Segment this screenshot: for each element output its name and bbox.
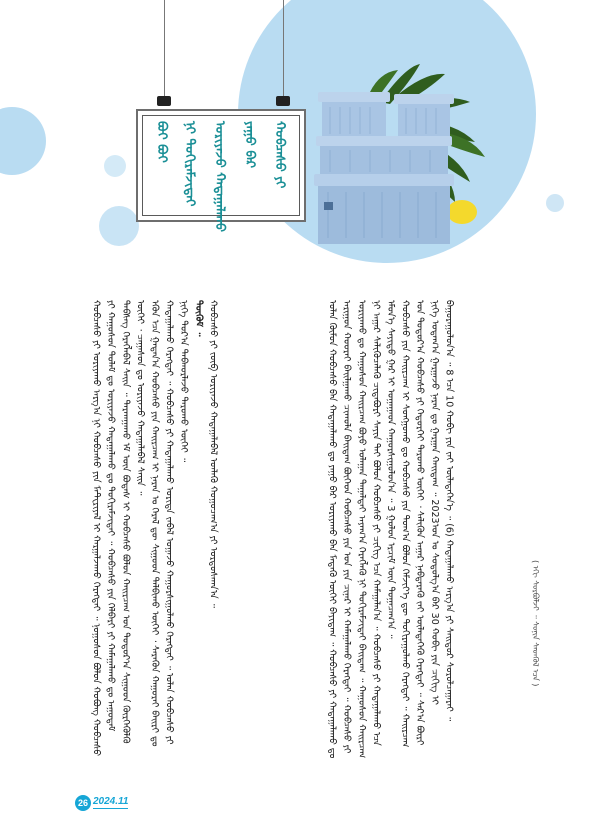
- binder-clip-left-icon: [157, 96, 171, 106]
- right-text-block: [324, 300, 524, 760]
- title-line-2: ᠶᠠᠭᠤ ᠪᠡᠷ: [242, 121, 257, 169]
- conclusion-label: ᠳᠦᠭᠦᠮ ᠃: [192, 300, 204, 337]
- hanger-string-left: [164, 0, 165, 97]
- binder-clip-right-icon: [276, 96, 290, 106]
- left-text-block: [88, 300, 314, 760]
- right-paragraph-1: ᠣᠯᠠᠨ ᠬᠦᠮᠦᠨ ᠬᠤᠪᠴᠠᠰᠤ ᠪᠠᠨ ᠬᠠᠳᠠᠭᠠᠯᠠᠬᠤ ᠳᠤ ᠶᠠᠭᠤ ᠪᠡᠷ ᠣᠷᠢᠶᠠᠬᠤ ᠪᠠᠨ ᠮᠡᠳᠡᠬᠦ ᠦᠭᠡᠢ ᠪᠠᠶᠢᠳᠠᠭ ᠃ ᠬᠤᠪᠴᠠᠰᠤ ᠶᠢ ᠬᠠᠳᠠᠭᠠᠯᠠᠬᠤ ᠳᠤ ᠠᠷᠢᠭᠤᠨ ᠬᠤᠤᠷᠠᠢ ᠪᠠᠢᠯᠭᠠᠬᠤ ᠴᠢᠬᠤᠯᠠ ᠪᠠᠢᠳᠠᠭ ᠪᠥᠭᠡᠳ ᠬᠤᠪᠴᠠᠰᠤ ᠶᠢᠨ ᠡᠳ ᠶᠢᠨ ᠴᠢᠨᠠᠷ ᠢ ᠬᠠᠮᠠᠭᠠᠯᠠᠬᠤ ᠬᠡᠷᠡᠭᠲᠡᠢ ᠃ ᠬᠤᠪᠴᠠᠰᠤ ᠶᠢ ᠣᠷᠢᠶᠠᠬᠤ ᠳᠤ ᠬᠠᠭᠤᠰᠤᠨ ᠬᠠᠢᠷᠴᠠᠭ ᠪᠤᠶᠤ ᠤᠯᠠᠭᠠᠨ ᠳᠠᠭᠠᠯᠲᠠᠢ ᠠᠶᠠᠭ᠎ᠠ ᠬᠡᠷᠡᠭᠯᠡᠬᠦ ᠨᠢ ᠳᠣᠬᠢᠷᠠᠮᠵᠢᠲᠠᠢ ᠪᠠᠢᠳᠠᠭ ᠃ ᠬᠠᠭᠤᠰᠤᠨ ᠬᠠᠢᠷᠴᠠᠭ ᠨᠢ ᠠᠭᠠᠷ ᠰᠡᠯᠢᠭᠦᠴᠡᠯᠡᠬᠦ ᠴᠢᠳᠠᠪᠤᠷᠢ ᠰᠠᠶᠢᠨ ᠲᠠᠢ ᠪᠣᠯᠤᠨ ᠬᠤᠪᠴᠠᠰᠤ ᠶᠢ ᠴᠢᠭᠢᠭ ᠡᠴᠡ ᠬᠠᠮᠠᠭᠠᠯᠠᠨ᠎ᠠ ᠃ ᠬᠤᠪᠴᠠᠰᠤ ᠶᠢ ᠬᠠᠳᠠᠭᠠᠯᠠᠬᠤ ᠡᠴᠡ ᠡᠮᠦᠨ᠎ᠡ ᠰᠠᠶᠢᠲᠤ ᠭᠠᠷ ᠢ ᠤᠭᠠᠭᠠᠳ ᠬᠠᠭᠤᠷᠰᠢᠭᠤᠯᠤᠨ᠎ᠠ ᠃ 3 ᠭᠣᠯᠤᠨ ᠡᠷᠴᠢᠮ ᠦᠨ ᠲᠣᠭᠠᠴᠠᠭ᠎ᠠ ᠃: [326, 300, 396, 759]
- page-number: 26: [75, 795, 91, 811]
- storage-box-middle: [316, 136, 452, 176]
- right-paragraph-2: ᠬᠤᠪᠴᠠᠰᠤ ᠶᠢᠨ ᠬᠠᠢᠷᠴᠠᠭ ᠢ ᠰᠣᠩᠭᠣᠬᠤ ᠳᠤ ᠬᠤᠪᠴᠠᠰᠤ ᠶᠢᠨ ᠲᠣᠭ᠎ᠠ ᠪᠣᠯᠤᠨ ᠬᠡᠮᠵᠢᠶ᠎ᠡ ᠳᠦ ᠲᠣᠬᠢᠷᠠᠭᠤᠯᠬᠤ ᠬᠡᠷᠡᠭᠲᠡᠢ ᠃ ᠬᠠᠢᠷᠴᠠᠭ ᠤᠨ ᠳᠣᠲᠣᠷ᠎ᠠ ᠬᠤᠪᠴᠠᠰᠤ ᠶᠢ ᠬᠡᠲᠦᠷᠬᠡᠢ ᠳᠠᠷᠤᠬᠤ ᠦᠭᠡᠢ ᠂ ᠰᠡᠯᠢᠭᠦᠨ ᠠᠭᠠᠷ ᠨᠡᠪᠲᠡᠷᠡᠬᠦ ᠵᠠᠢ ᠦᠯᠡᠳᠡᠭᠡᠬᠦ ᠬᠡᠷᠡᠭᠲᠡᠢ ᠃ ᠰᠠᠷ᠎ᠠ ᠪᠦᠷᠢ ᠨᠢᠭᠡ ᠤᠳᠠᠭ᠎ᠠ ᠭᠠᠷᠭᠠᠵᠤ ᠨᠠᠷᠠᠨ ᠳᠤ ᠭᠠᠷᠭᠠᠨ ᠬᠠᠢᠳᠠᠭ ᠃ 2023ᠣᠨ ᠤ ᠰᠤᠳᠤᠯᠭ᠎ᠠ ᠪᠡᠷ 30 ᠬᠤᠪᠢ ᠶᠢᠨ ᠴᠢᠭᠢᠭ ᠢ ᠪᠠᠭᠤᠷᠠᠭᠤᠯᠤᠨ᠎ᠠ ᠃ 8 ᠡᠴᠡ 10 ᠬᠤᠪᠢ ᠶᠢᠨ ᠵᠠᠢ ᠦᠯᠡᠳᠡᠭᠡᠨ᠎ᠡ ᠃ (6) ᠬᠠᠳᠠᠭᠠᠯᠠᠬᠤ ᠠᠷᠭ᠎ᠠ ᠶᠢ ᠰᠠᠢᠲᠤᠷ ᠰᠤᠷᠤᠯᠴᠠᠭᠠᠷᠠᠢ ᠃: [399, 300, 455, 748]
- left-paragraph-2: ᠡᠭᠦᠨ ᠡᠴᠡ ᠭᠠᠳᠠᠨ᠎ᠠ ᠬᠤᠪᠴᠠᠰᠤ ᠶᠢᠨ ᠬᠠᠢᠷᠴᠠᠭ ᠢ ᠨᠠᠷᠠᠨ ᠤ ᠭᠡᠷᠡᠯ ᠳᠦ ᠰᠢᠭᠤᠳ ᠲᠠᠯᠪᠢᠬᠤ ᠦᠭᠡᠢ ᠂ ᠰᠡᠷᠡᠭᠦᠨ ᠬᠠᠭᠤᠷᠠᠢ ᠪᠠᠢᠷᠢ ᠳᠤ ᠬᠠᠳᠠᠭᠠᠯᠠᠬᠤ ᠬᠡᠷᠡᠭᠲᠡᠢ ᠃ ᠬᠤᠪᠴᠠᠰᠤ ᠶᠢ ᠬᠠᠳᠠᠭᠠᠯᠠᠬᠤ ᠤᠷᠢᠳᠠ ᠵᠠᠪᠠᠯ ᠤᠭᠠᠵᠤ ᠬᠠᠭᠤᠷᠰᠢᠭᠤᠯᠬᠤ ᠬᠡᠷᠡᠭᠲᠡᠢ ᠃ ᠣᠯᠠᠨ ᠬᠤᠪᠴᠠᠰᠤ ᠶᠢ ᠨᠢᠭᠡ ᠳᠣᠷ᠎ᠠ ᠳᠠᠪᠬᠤᠷᠯᠠᠵᠤ ᠳᠠᠷᠤᠬᠤ ᠦᠭᠡᠢ ᠃: [148, 300, 190, 747]
- title-line-5: ᠪᠤᠢ ᠪᠤᠢ: [154, 121, 169, 163]
- title-line-4: ᠨᠢ ᠲᠣᠬᠢᠷᠠᠮᠵᠢᠲᠠᠢ: [182, 121, 197, 207]
- source-footnote: ( ᠡᠬᠢ ᠰᠤᠷᠪᠤᠯᠵᠢ ᠃ ᠰᠣᠨᠢᠨ ᠰᠡᠳᠬᠦᠯ ᠡᠴᠡ ): [531, 560, 540, 687]
- lemon-icon: [447, 200, 477, 224]
- storage-box-top-left: [318, 92, 390, 138]
- left-paragraph-1: ᠬᠤᠪᠴᠠᠰᠤ ᠶᠢ ᠣᠷᠢᠶᠠᠬᠤ ᠠᠷᠭ᠎ᠠ ᠨᠢ ᠬᠤᠪᠴᠠᠰᠤ ᠶᠢᠨ ᠮᠠᠲ᠋ᠧᠷᠢᠶᠠᠯ ᠢ ᠬᠠᠷᠭᠠᠯᠵᠠᠬᠤ ᠬᠡᠷᠡᠭᠲᠡᠢ ᠃ ᠨᠣᠭᠤᠰᠤᠨ ᠪᠣᠯᠤᠨ ᠬᠣᠪᠤᠩ ᠬᠤᠪᠴᠠᠰᠤ ᠶᠢ ᠬᠠᠭᠤᠰᠤᠨ ᠲᠤᠯᠠᠮ ᠳᠤ ᠣᠷᠢᠶᠠᠵᠤ ᠬᠠᠳᠠᠭᠠᠯᠠᠬᠤ ᠳᠤ ᠳᠣᠬᠢᠷᠠᠮᠵᠢᠲᠠᠢ ᠃ ᠬᠤᠪᠴᠠᠰᠤ ᠶᠢᠨ ᠬᠡᠯᠪᠡᠷᠢ ᠶᠢ ᠬᠠᠮᠠᠭᠠᠯᠠᠬᠤ ᠳᠤ ᠠᠭᠤᠳᠠᠮ ᠳᠡᠪᠰᠡᠭ ᠬᠡᠷᠡᠭᠯᠡᠪᠡᠯ ᠰᠠᠢᠨ ᠃ ᠲᠠᠷᠬᠠᠭᠠᠬᠤ ᠡᠮ ᠦᠨ ᠪᠣᠳᠠᠰ ᠢ ᠬᠤᠪᠴᠠᠰᠤ ᠪᠣᠯᠤᠨ ᠬᠠᠢᠷᠴᠠᠭ ᠤᠨ ᠳᠣᠲᠣᠷ᠎ᠠ ᠰᠢᠭᠤᠳ ᠬᠦᠷᠭᠡᠭᠦᠯᠬᠦ ᠦᠭᠡᠢ ᠂ ᠴᠠᠭᠠᠰᠤᠨ ᠳᠤ ᠣᠷᠢᠶᠠᠵᠤ ᠬᠠᠳᠠᠭᠠᠯᠠᠪᠠᠯ ᠰᠠᠢᠨ ᠃: [90, 300, 146, 756]
- decor-circle-left: [0, 107, 46, 175]
- hanger-string-right: [283, 0, 284, 97]
- conclusion-text: ᠬᠤᠪᠴᠠᠰᠤ ᠶᠢ ᠵᠦᠪ ᠣᠷᠢᠶᠠᠵᠤ ᠬᠠᠳᠠᠭᠠᠯᠠᠪᠠᠯ ᠡᠳᠯᠡᠬᠦ ᠬᠤᠭᠤᠴᠠᠭ᠎ᠠ ᠶᠢ ᠤᠷᠲᠤᠰᠭᠠᠨ᠎ᠠ ᠃: [207, 300, 219, 608]
- issue-date: 2024.11: [93, 796, 129, 807]
- storage-box-bottom: [314, 174, 454, 244]
- decor-circle-small: [104, 155, 126, 177]
- decor-circle-mid: [99, 206, 139, 246]
- title-frame: [136, 109, 306, 232]
- storage-boxes-illustration: [310, 62, 490, 252]
- title-line-3: ᠣᠷᠢᠶᠠᠵᠤ ᠬᠠᠳᠠᠭᠠᠯᠠᠬᠤ: [212, 121, 227, 232]
- decor-circle-right: [546, 194, 564, 212]
- storage-box-top-right: [394, 94, 454, 138]
- title-line-1: ᠬᠤᠪᠴᠠᠰᠤ ᠶᠢ: [272, 121, 287, 189]
